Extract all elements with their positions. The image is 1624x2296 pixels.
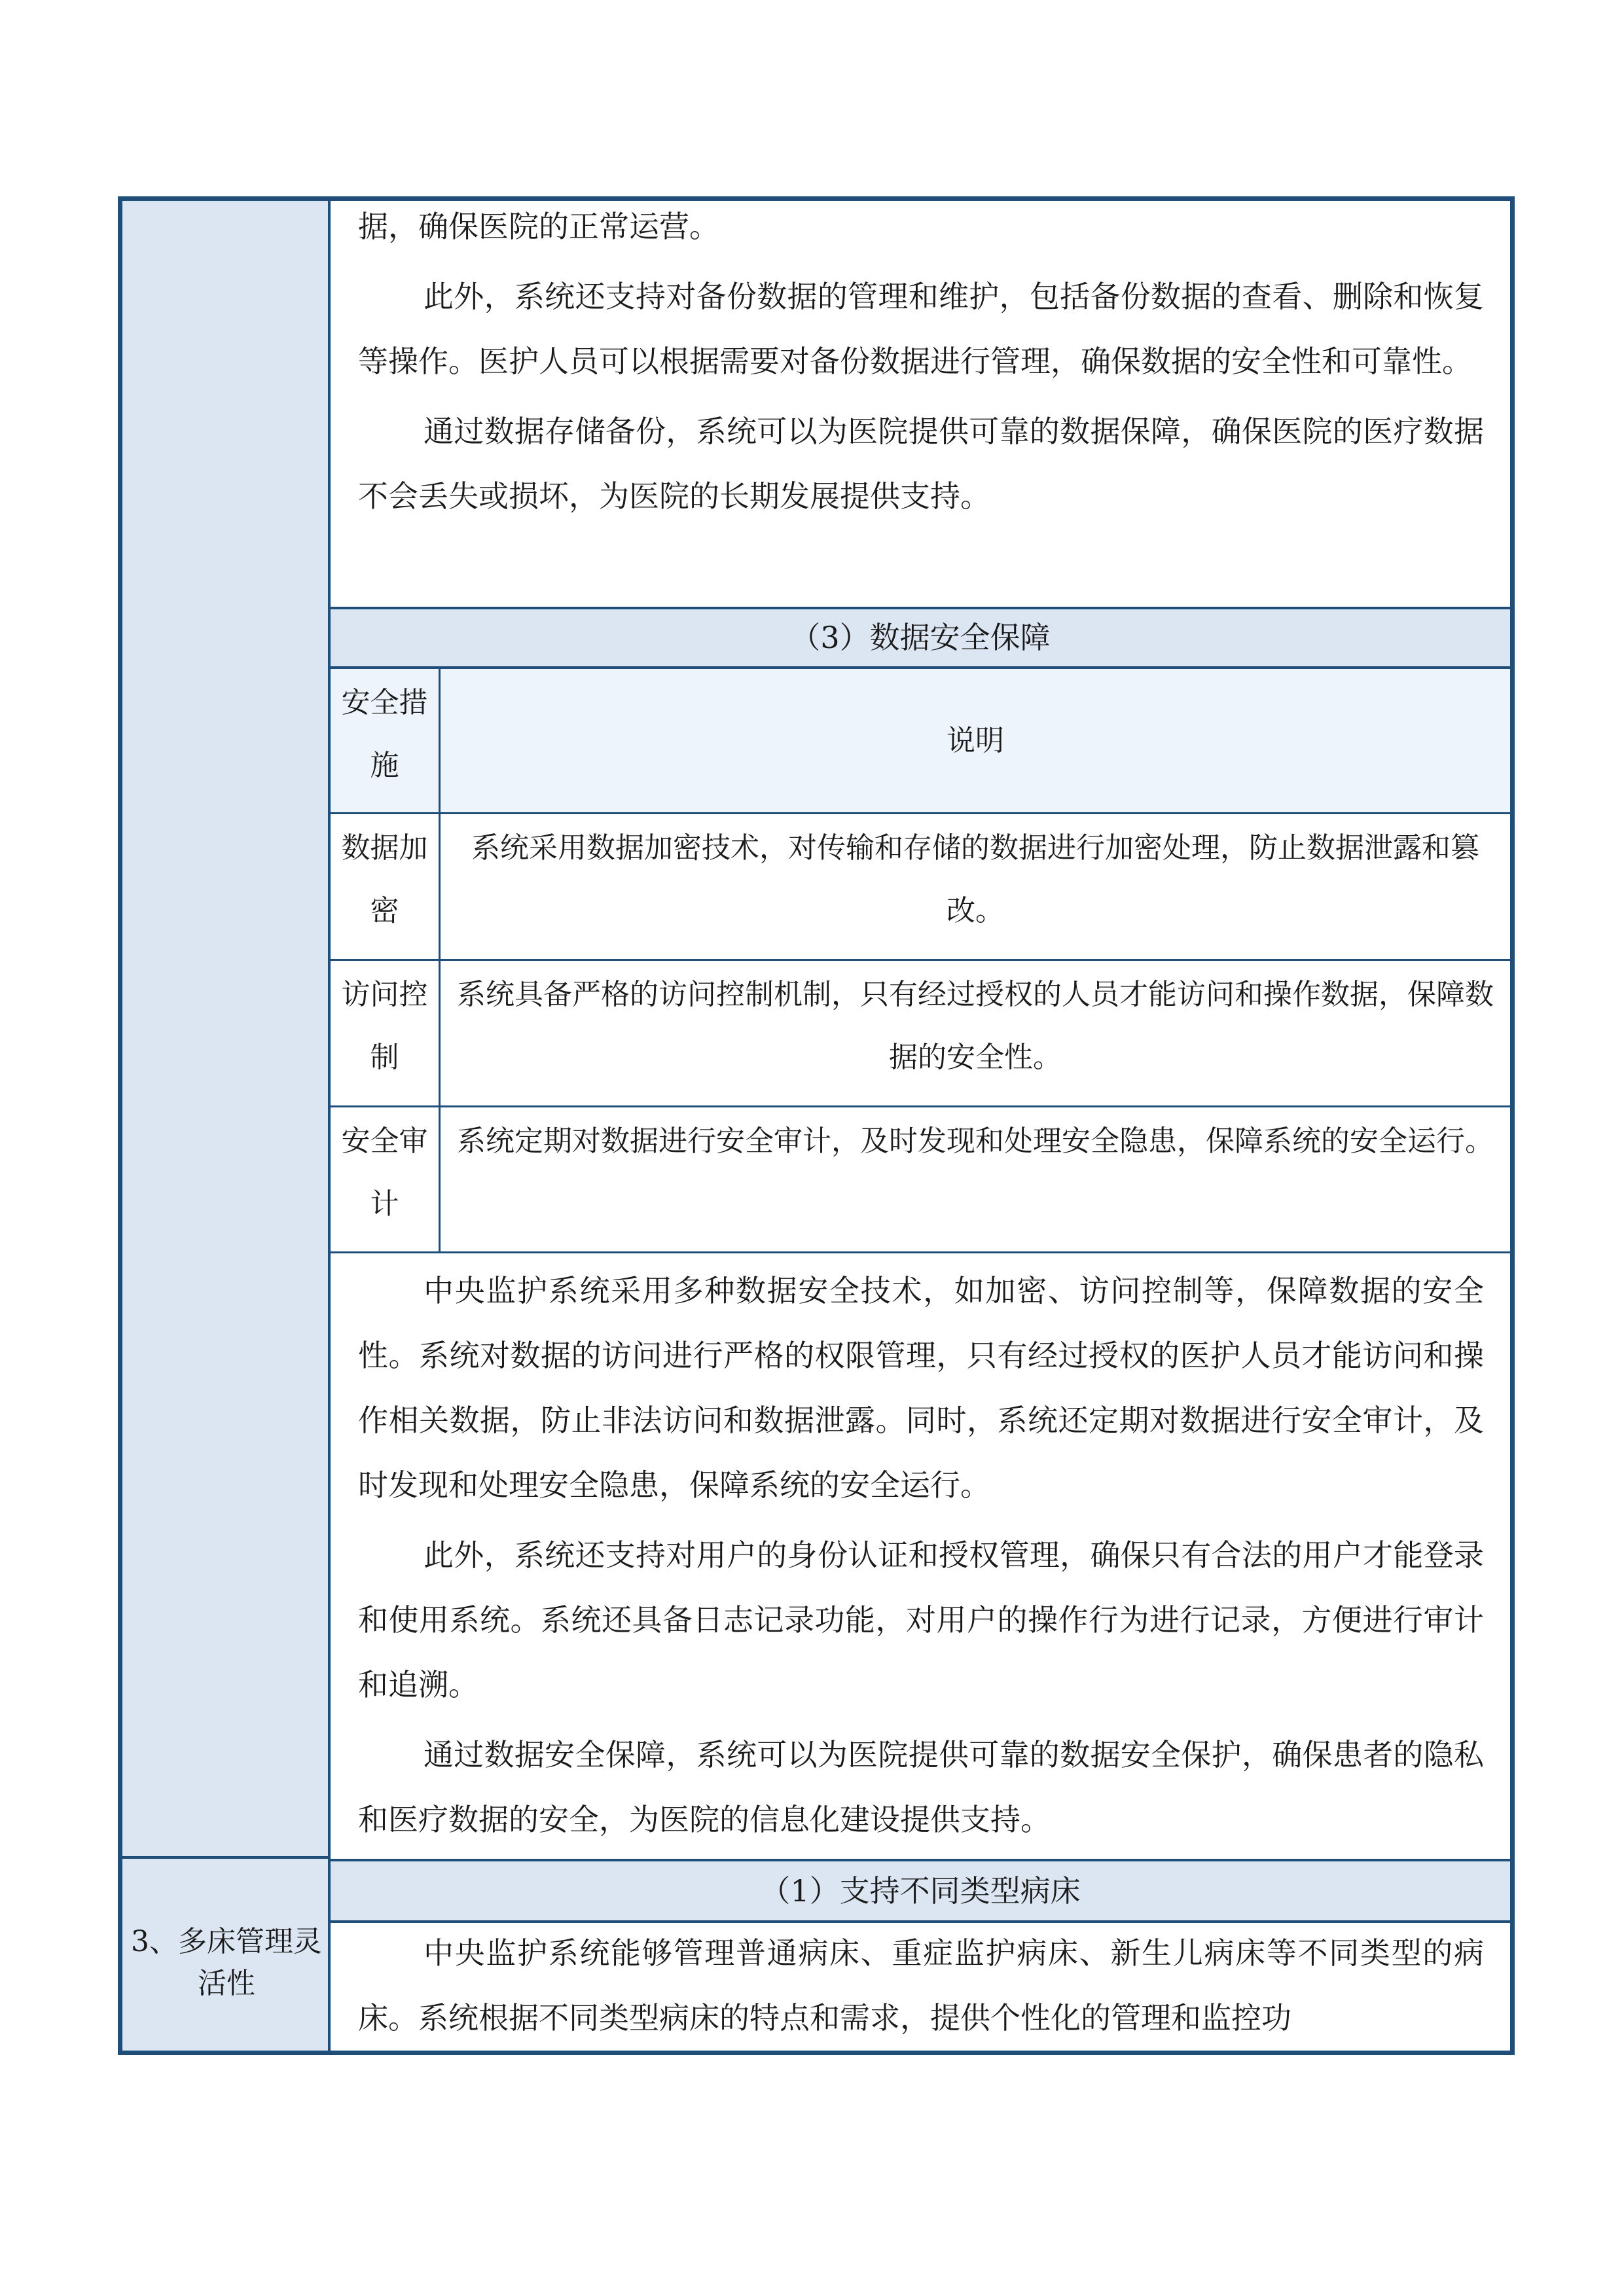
header-description-text: 说明 — [947, 723, 1004, 757]
paragraph: 中央监护系统采用多种数据安全技术，如加密、访问控制等，保障数据的安全性。系统对数据的访问进行严格的权限管理，只有经过授权的医护人员才能访问和操作相关数据，防止非法访问和数据泄露。同时，系统还定期对数据进行安全审计，及时发现和处理安全隐患，保障系统的安全运行。 — [358, 1273, 1484, 1503]
paragraph: 通过数据存储备份，系统可以为医院提供可靠的数据保障，确保医院的医疗数据不会丢失或损坏，为医院的长期发展提供支持。 — [358, 414, 1484, 514]
row-measure: 数据加密 — [331, 814, 441, 959]
section-label: 3、多床管理灵活性 — [131, 1925, 322, 2000]
row-measure: 访问控制 — [331, 961, 441, 1105]
row-description: 系统定期对数据进行安全审计，及时发现和处理安全隐患，保障系统的安全运行。 — [457, 1124, 1494, 1158]
paragraph: 据，确保医院的正常运营。 — [358, 209, 719, 244]
table-row — [331, 814, 1510, 961]
table-row — [331, 961, 1510, 1107]
paragraph: 此外，系统还支持对备份数据的管理和维护，包括备份数据的查看、删除和恢复等操作。医护人员可以根据需要对备份数据进行管理，确保数据的安全性和可靠性。 — [358, 279, 1484, 379]
document-table — [118, 196, 1515, 2055]
section-heading: （1）支持不同类型病床 — [331, 1859, 1510, 1923]
table-row — [331, 1107, 1510, 1253]
security-text-block — [331, 1259, 1510, 1852]
table-header-row — [331, 669, 1510, 814]
left-category-column — [122, 201, 331, 2051]
section-heading: （3）数据安全保障 — [331, 607, 1510, 669]
backup-text-block — [331, 194, 1510, 529]
header-description — [441, 669, 1510, 812]
header-measure: 安全措施 — [331, 669, 441, 812]
paragraph: 中央监护系统能够管理普通病床、重症监护病床、新生儿病床等不同类型的病床。系统根据不同类型病床的特点和需求，提供个性化的管理和监控功 — [358, 1935, 1484, 2036]
row-description: 系统具备严格的访问控制机制，只有经过授权的人员才能访问和操作数据，保障数据的安全性。 — [457, 978, 1494, 1074]
row-description: 系统采用数据加密技术，对传输和存储的数据进行加密处理，防止数据泄露和篡改。 — [471, 831, 1479, 927]
left-cell-empty — [122, 201, 328, 1859]
bed-text-block — [331, 1921, 1510, 2051]
row-measure: 安全审计 — [331, 1107, 441, 1251]
paragraph: 此外，系统还支持对用户的身份认证和授权管理，确保只有合法的用户才能登录和使用系统。系统还具备日志记录功能，对用户的操作行为进行记录，方便进行审计和追溯。 — [358, 1537, 1484, 1702]
content-column — [331, 201, 1510, 2051]
paragraph: 通过数据安全保障，系统可以为医院提供可靠的数据安全保护，确保患者的隐私和医疗数据的安全，为医院的信息化建设提供支持。 — [358, 1737, 1484, 1837]
